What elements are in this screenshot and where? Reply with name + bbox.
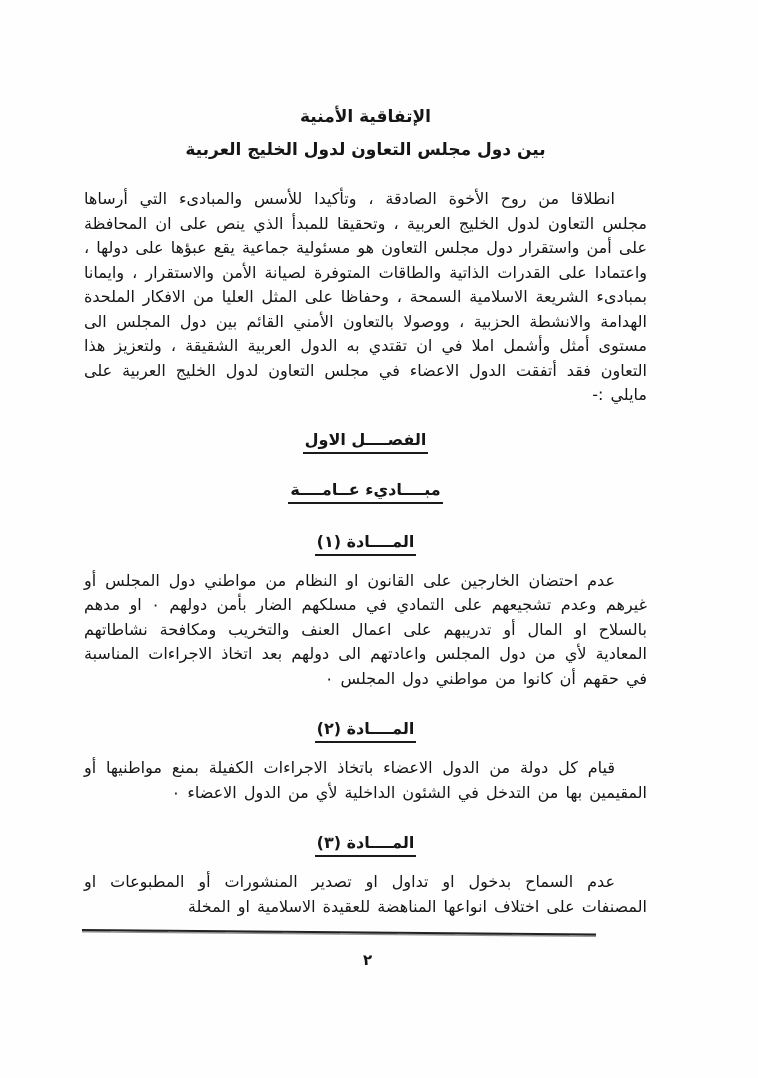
preamble-paragraph: انطلاقا من روح الأخوة الصادقة ، وتأكيدا للأسس والمبادىء التي أرساها مجلس التعاون لدول الخليج العربية ، وتحقيقا للمبدأ الذي ينص على ان المحافظة على أمن واستقرار دول مجلس التعاون هو مسئولية جماعية يقع عبؤها على دولها ، واعتمادا على القدرات الذاتية والطاقات المتوفرة لصيانة الأمن والاستقرار ، وايمانا بمبادىء الشريعة الاسلامية السمحة ، وحفاظا على المثل العليا من الافكار الملحدة الهدامة والانشطة الحزبية ، ووصولا بالتعاون الأمني القائم بين دول المجلس الى مستوى أمثل وأشمل املا في ان تقتدي به الدول العربية الشقيقة ، ولتعزيز هذا التعاون فقد أتفقت الدول الاعضاء في مجلس التعاون لدول الخليج العربية على مايلي :-	[84, 189, 647, 404]
article-1-body: عدم احتضان الخارجين على القانون او النظام من مواطني دول المجلس أو غيرهم وعدم تشجيعهم على التمادي في مسلكهم الضار بأمن دولهم ٠ او مدهم بالسلاح او المال أو تدريبهم على اعمال العنف والتخريب ومكافحة نشاطاتهم المعادية لأي من دول المجلس واعادتهم الى دولهم بعد اتخاذ الاجراءات المناسبة في حقهم أن كانوا من مواطني دول المجلس ٠	[84, 570, 647, 688]
page-number: ٢	[363, 951, 373, 969]
page-title: الإتفاقية الأمنية	[300, 107, 431, 127]
chapter-heading-text: الفصــــل الاول	[303, 430, 429, 454]
article-2-body: قيام كل دولة من الدول الاعضاء باتخاذ الاجراءات الكفيلة بمنع مواطنيها أو المقيمين بها من التدخل في الشئون الداخلية لأي من الدول الاعضاء ٠	[84, 758, 647, 802]
page-subtitle: بين دول مجلس التعاون لدول الخليج العربية	[185, 140, 546, 160]
article-3-heading	[84, 833, 647, 857]
chapter-heading	[84, 430, 647, 454]
section-heading-text: مبــــاديء عــامــــة	[288, 480, 442, 504]
section-heading	[84, 480, 647, 504]
document-content	[84, 0, 647, 935]
article-3-heading-text: المــــادة (٣)	[315, 833, 417, 857]
article-3-body: عدم السماح بدخول او تداول او تصدير المنشورات أو المطبوعات او المصنفات على اختلاف انواعها المناهضة للعقيدة الاسلامية او المخلة	[84, 872, 647, 916]
article-2-heading-text: المــــادة (٢)	[315, 719, 417, 743]
article-2-heading	[84, 719, 647, 743]
article-1-heading	[84, 532, 647, 556]
article-1-heading-text: المــــادة (١)	[315, 532, 417, 556]
